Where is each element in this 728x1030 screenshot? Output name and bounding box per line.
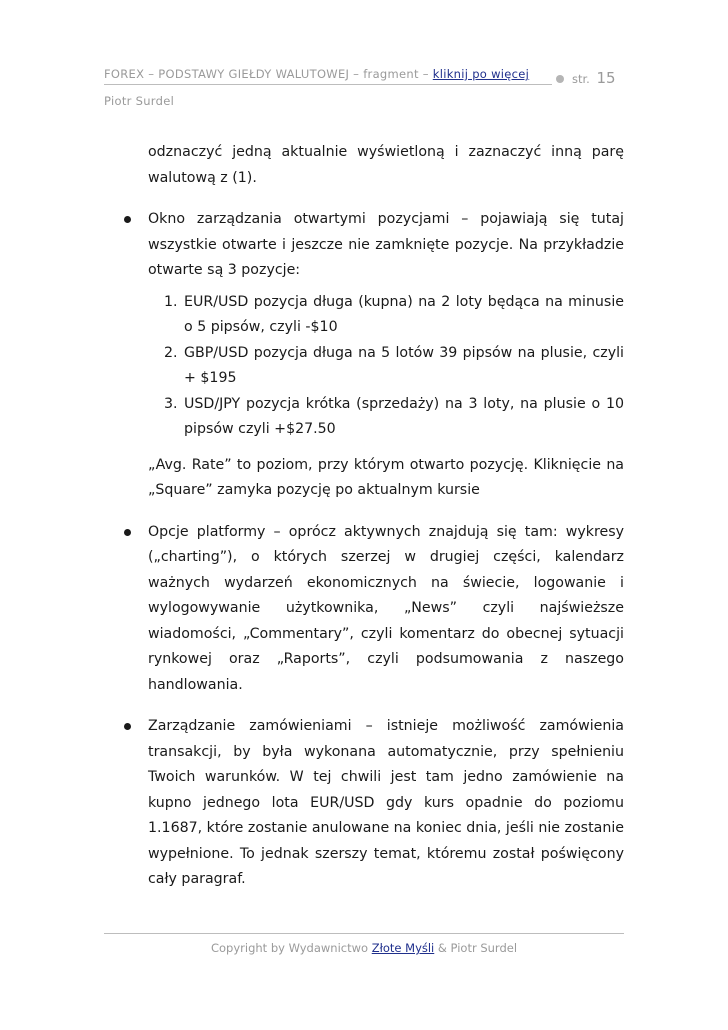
bullet-orders <box>104 714 624 893</box>
footer-publisher-link[interactable]: Złote Myśli <box>371 941 435 955</box>
list-item-text: EUR/USD pozycja długa (kupna) na 2 loty będąca na minusie o 5 pipsów, czyli -$10 <box>184 293 624 335</box>
list-item-text: GBP/USD pozycja długa na 5 lotów 39 pipsów na plusie, czyli + $195 <box>184 344 624 386</box>
footer-prefix: Copyright by Wydawnictwo <box>210 941 369 955</box>
page-label: str. <box>572 72 590 86</box>
bullet-icon <box>124 529 131 536</box>
bullet-dot-icon <box>556 75 564 83</box>
intro-paragraph: odznaczyć jedną aktualnie wyświetloną i zaznaczyć inną parę walutową z (1). <box>148 144 624 186</box>
bullet-text: Opcje platformy – oprócz aktywnych znajdują się tam: wykresy („charting”), o których szerzej w drugiej części, kalendarz ważnych wydarzeń ekonomicznych na świecie, logowanie i wylogowywanie użytkownika, „News” czyli najświeższe wiadomości, „Commentary”, czyli komentarz do obecnej sytuacji rynkowej oraz „Raports”, czyli podsumowania z naszego handlowania. <box>148 523 624 693</box>
page-number-block <box>556 68 616 88</box>
avg-rate-paragraph: „Avg. Rate” to poziom, przy którym otwarto pozycję. Kliknięcie na „Square” zamyka pozycję po aktualnym kursie <box>148 456 624 498</box>
footer-divider <box>104 933 624 934</box>
bullet-icon <box>124 216 131 223</box>
bullet-text: Okno zarządzania otwartymi pozycjami – pojawiają się tutaj wszystkie otwarte i jeszcze nie zamknięte pozycje. Na przykładzie otwarte są 3 pozycje: <box>148 211 624 278</box>
header-title: FOREX – PODSTAWY GIEŁDY WALUTOWEJ – fragment – <box>104 67 429 81</box>
list-item-text: USD/JPY pozycja krótka (sprzedaży) na 3 loty, na plusie o 10 pipsów czyli +$27.50 <box>184 395 624 437</box>
list-number: 1. <box>164 293 178 310</box>
positions-list <box>104 290 624 443</box>
list-number: 2. <box>164 344 178 361</box>
bullet-open-positions <box>104 207 624 504</box>
list-item <box>164 392 624 443</box>
list-item <box>164 290 624 341</box>
header-title-line <box>104 64 552 85</box>
list-item <box>164 341 624 392</box>
header-author: Piotr Surdel <box>104 94 175 108</box>
page-content <box>104 140 624 909</box>
header-more-link[interactable]: kliknij po więcej <box>432 67 530 81</box>
footer-suffix: & Piotr Surdel <box>437 941 518 955</box>
bullet-text: Zarządzanie zamówieniami – istnieje możliwość zamówienia transakcji, by była wykonana automatycznie, przy spełnieniu Twoich warunków. W tej chwili jest tam jedno zamówienie na kupno jednego lota EUR/USD gdy kurs opadnie do poziomu 1.1687, które zostanie anulowane na koniec dnia, jeśli nie zostanie wypełnione. To jednak szerszy temat, któremu został poświęcony cały paragraf. <box>148 718 624 887</box>
bullet-icon <box>124 723 131 730</box>
page-number: 15 <box>596 69 616 87</box>
page-header <box>104 64 552 111</box>
page-footer <box>104 938 624 958</box>
bullet-platform-options <box>104 520 624 699</box>
list-number: 3. <box>164 395 178 412</box>
